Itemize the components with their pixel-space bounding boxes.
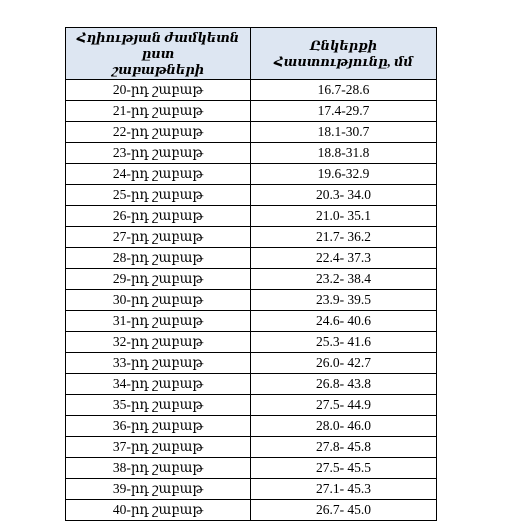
week-cell: 31-րդ շաբաթ: [66, 311, 251, 332]
table-row: [66, 290, 437, 311]
thickness-cell: 24.6- 40.6: [251, 311, 437, 332]
thickness-cell: 16.7-28.6: [251, 80, 437, 101]
week-cell: 28-րդ շաբաթ: [66, 248, 251, 269]
table-row: [66, 479, 437, 500]
thickness-cell: 22.4- 37.3: [251, 248, 437, 269]
week-cell: 36-րդ շաբաթ: [66, 416, 251, 437]
week-cell: 39-րդ շաբաթ: [66, 479, 251, 500]
table-row: [66, 143, 437, 164]
thickness-cell: 21.0- 35.1: [251, 206, 437, 227]
table-row: [66, 80, 437, 101]
thickness-cell: 28.0- 46.0: [251, 416, 437, 437]
thickness-cell: 17.4-29.7: [251, 101, 437, 122]
thickness-cell: 27.5- 45.5: [251, 458, 437, 479]
week-cell: 24-րդ շաբաթ: [66, 164, 251, 185]
table-row: [66, 185, 437, 206]
week-cell: 20-րդ շաբաթ: [66, 80, 251, 101]
week-cell: 29-րդ շաբաթ: [66, 269, 251, 290]
table-row: [66, 101, 437, 122]
table-row: [66, 437, 437, 458]
week-cell: 25-րդ շաբաթ: [66, 185, 251, 206]
header-placenta-thickness-line-2: Հաստությունը, մմ: [274, 54, 413, 69]
thickness-cell: 20.3- 34.0: [251, 185, 437, 206]
table-body: [66, 80, 437, 521]
thickness-cell: 21.7- 36.2: [251, 227, 437, 248]
thickness-cell: 26.0- 42.7: [251, 353, 437, 374]
header-gestational-age-line-1: Հղիության ժամկետն ըստ: [76, 30, 240, 61]
table-row: [66, 311, 437, 332]
table-row: [66, 458, 437, 479]
header-gestational-age-line-2: շաբաթների: [111, 62, 205, 77]
header-placenta-thickness-line-1: Ընկերքի: [309, 38, 378, 53]
placenta-thickness-table: [65, 27, 437, 521]
table-row: [66, 248, 437, 269]
table-row: [66, 374, 437, 395]
week-cell: 22-րդ շաբաթ: [66, 122, 251, 143]
table-row: [66, 500, 437, 521]
week-cell: 26-րդ շաբաթ: [66, 206, 251, 227]
header-placenta-thickness: [251, 28, 437, 80]
week-cell: 40-րդ շաբաթ: [66, 500, 251, 521]
table-row: [66, 206, 437, 227]
table-row: [66, 395, 437, 416]
week-cell: 32-րդ շաբաթ: [66, 332, 251, 353]
week-cell: 38-րդ շաբաթ: [66, 458, 251, 479]
thickness-cell: 25.3- 41.6: [251, 332, 437, 353]
thickness-cell: 23.2- 38.4: [251, 269, 437, 290]
table-row: [66, 122, 437, 143]
thickness-cell: 26.8- 43.8: [251, 374, 437, 395]
week-cell: 33-րդ շաբաթ: [66, 353, 251, 374]
table-row: [66, 332, 437, 353]
week-cell: 34-րդ շաբաթ: [66, 374, 251, 395]
week-cell: 23-րդ շաբաթ: [66, 143, 251, 164]
week-cell: 21-րդ շաբաթ: [66, 101, 251, 122]
week-cell: 37-րդ շաբաթ: [66, 437, 251, 458]
table-row: [66, 269, 437, 290]
table-row: [66, 227, 437, 248]
week-cell: 27-րդ շաբաթ: [66, 227, 251, 248]
week-cell: 35-րդ շաբաթ: [66, 395, 251, 416]
table-row: [66, 416, 437, 437]
thickness-cell: 26.7- 45.0: [251, 500, 437, 521]
thickness-cell: 23.9- 39.5: [251, 290, 437, 311]
thickness-cell: 27.5- 44.9: [251, 395, 437, 416]
table-row: [66, 164, 437, 185]
thickness-cell: 27.8- 45.8: [251, 437, 437, 458]
table-row: [66, 353, 437, 374]
thickness-cell: 19.6-32.9: [251, 164, 437, 185]
thickness-cell: 18.1-30.7: [251, 122, 437, 143]
header-gestational-age: [66, 28, 251, 80]
thickness-cell: 18.8-31.8: [251, 143, 437, 164]
table-header: [66, 28, 437, 80]
header-row: [66, 28, 437, 80]
thickness-cell: 27.1- 45.3: [251, 479, 437, 500]
week-cell: 30-րդ շաբաթ: [66, 290, 251, 311]
